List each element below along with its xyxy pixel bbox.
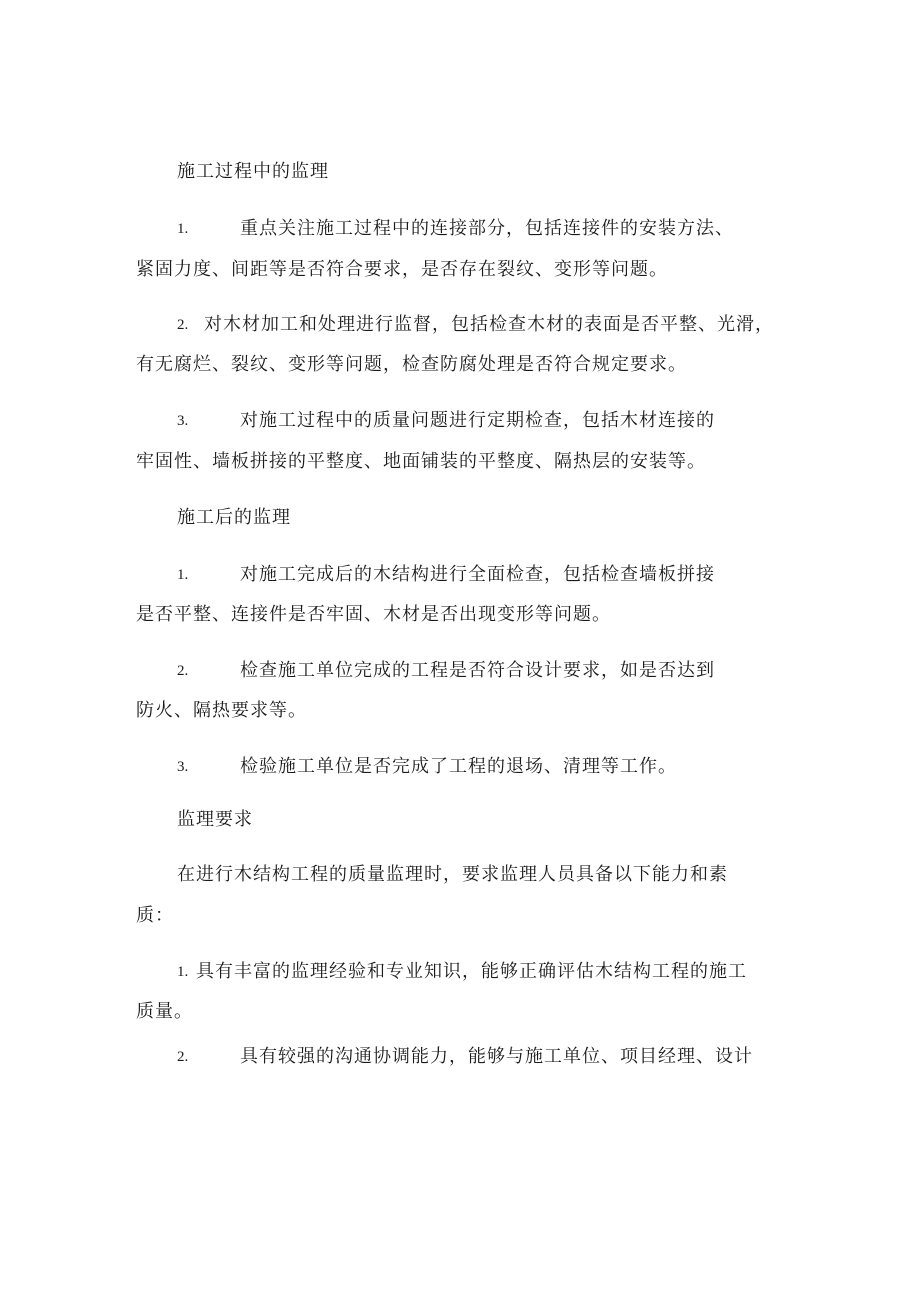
list-item-text: 具有较强的沟通协调能力，能够与施工单位、项目经理、设计	[240, 1046, 753, 1067]
list-item-text: 对施工过程中的质量问题进行定期检查，包括木材连接的	[240, 410, 715, 431]
list-item-text-continued: 防火、隔热要求等。	[136, 700, 307, 721]
intro-text: 在进行木结构工程的质量监理时，要求监理人员具备以下能力和素	[177, 864, 728, 885]
list-item-text: 对施工完成后的木结构进行全面检查，包括检查墙板拼接	[240, 564, 715, 585]
list-item-text-continued: 有无腐烂、裂纹、变形等问题，检查防腐处理是否符合规定要求。	[136, 354, 687, 375]
section-heading: 监理要求	[177, 809, 253, 830]
list-item-text: 检查施工单位完成的工程是否符合设计要求，如是否达到	[240, 660, 715, 681]
list-item-number: 2.	[177, 663, 189, 679]
list-item-text: 具有丰富的监理经验和专业知识，能够正确评估木结构工程的施工	[196, 961, 747, 982]
intro-text-continued: 质：	[136, 905, 174, 926]
list-item-text-continued: 质量。	[136, 1001, 193, 1022]
list-item-text: 对木材加工和处理进行监督，包括检查木材的表面是否平整、光滑，	[204, 314, 774, 335]
list-item-number: 3.	[177, 759, 189, 775]
list-item-text-continued: 牢固性、墙板拼接的平整度、地面铺装的平整度、隔热层的安装等。	[136, 451, 706, 472]
list-item-number: 1.	[177, 221, 189, 237]
list-item-number: 2.	[177, 1049, 189, 1065]
list-item-text: 检验施工单位是否完成了工程的退场、清理等工作。	[240, 756, 677, 777]
list-item-number: 1.	[177, 964, 189, 980]
list-item-number: 3.	[177, 413, 189, 429]
list-item-text-continued: 紧固力度、间距等是否符合要求，是否存在裂纹、变形等问题。	[136, 259, 668, 280]
list-item-text-continued: 是否平整、连接件是否牢固、木材是否出现变形等问题。	[136, 604, 611, 625]
list-item-number: 1.	[177, 567, 189, 583]
list-item-number: 2.	[177, 317, 189, 333]
section-heading: 施工后的监理	[177, 507, 291, 528]
section-heading: 施工过程中的监理	[177, 161, 329, 182]
list-item-text: 重点关注施工过程中的连接部分，包括连接件的安装方法、	[240, 218, 734, 239]
